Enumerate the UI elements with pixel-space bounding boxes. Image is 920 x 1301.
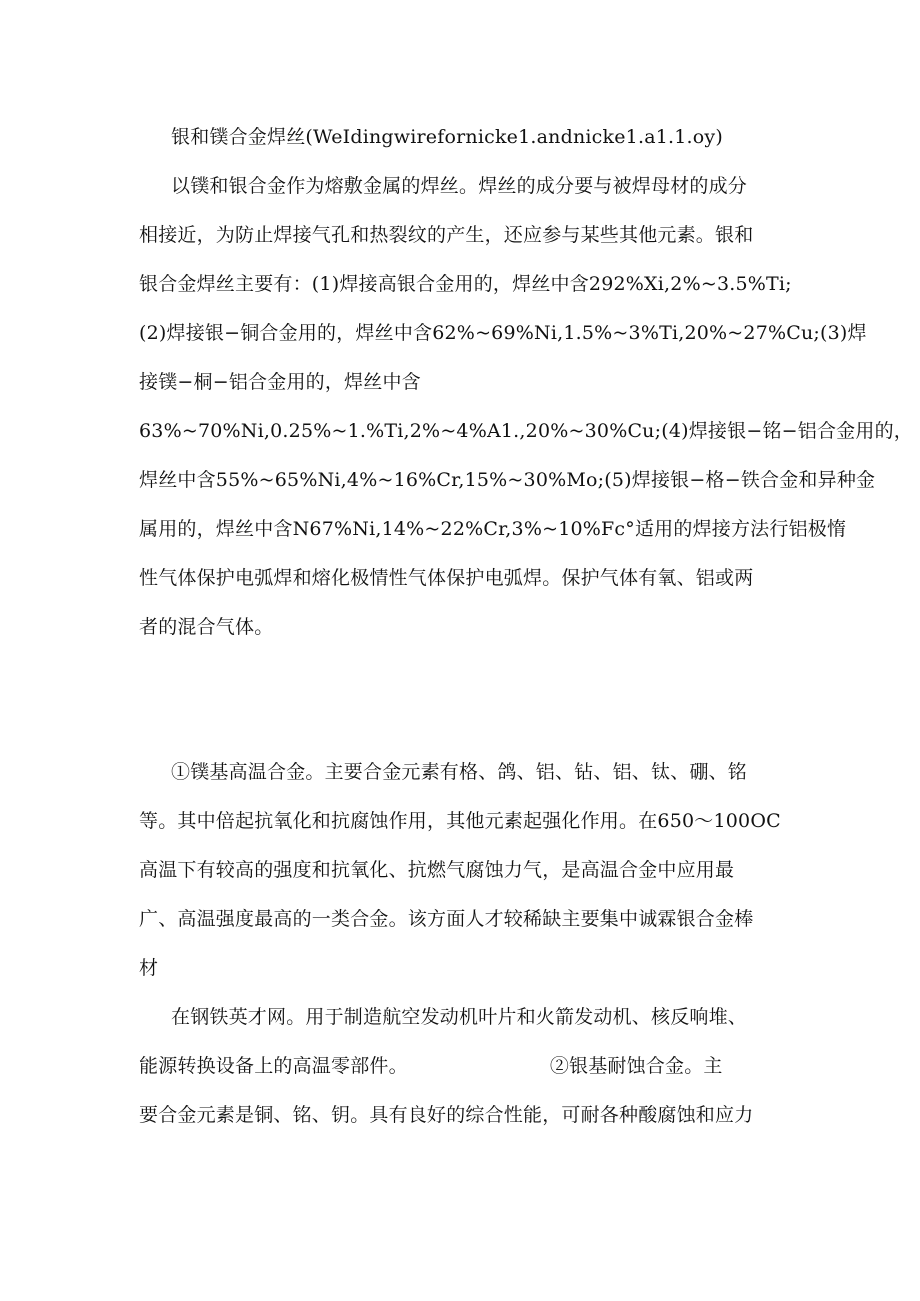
paragraph-line: 银合金焊丝主要有：(1)焊接高银合金用的，焊丝中含292%Xi,2%~3.5%Ti; bbox=[139, 273, 792, 295]
paragraph-line: (2)焊接银−铜合金用的，焊丝中含62%~69%Ni,1.5%~3%Ti,20%~27%Cu;(3)焊 bbox=[139, 322, 867, 344]
paragraph-line-left: 能源转换设备上的高温零部件。 bbox=[139, 1055, 408, 1077]
paragraph-line: 要合金元素是铜、铭、钥。具有良好的综合性能，可耐各种酸腐蚀和应力 bbox=[139, 1104, 754, 1126]
paragraph-line: 材 bbox=[139, 957, 159, 979]
paragraph-line: 属用的，焊丝中含N67%Ni,14%~22%Cr,3%~10%Fc°适用的焊接方法行铝极惰 bbox=[139, 518, 847, 540]
paragraph-line: 相接近，为防止焊接气孔和热裂纹的产生，还应参与某些其他元素。银和 bbox=[139, 224, 754, 246]
paragraph-line: 以镤和银合金作为熔敷金属的焊丝。焊丝的成分要与被焊母材的成分 bbox=[171, 175, 748, 197]
paragraph-line: 等。其中倍起抗氧化和抗腐蚀作用，其他元素起强化作用。在650～100OC bbox=[139, 810, 781, 832]
paragraph-line: 高温下有较高的强度和抗氧化、抗燃气腐蚀力气，是高温合金中应用最 bbox=[139, 859, 735, 881]
paragraph-line: ①镤基高温合金。主要合金元素有格、鸽、铝、钻、铝、钛、硼、铭 bbox=[171, 761, 748, 783]
paragraph-line: 63%~70%Ni,0.25%~1.%Ti,2%~4%A1.,20%~30%Cu;(4)焊接银−铭−铝合金用的， bbox=[139, 420, 913, 442]
paragraph-line: 性气体保护电弧焊和熔化极情性气体保护电弧焊。保护气体有氧、铝或两 bbox=[139, 567, 754, 589]
paragraph-line: 者的混合气体。 bbox=[139, 616, 274, 638]
paragraph-line-right: ②银基耐蚀合金。主 bbox=[549, 1055, 723, 1077]
paragraph-line: 接镤−桐−铝合金用的，焊丝中含 bbox=[139, 371, 421, 393]
paragraph-line: 广、高温强度最高的一类合金。该方面人才较稀缺主要集中诚霖银合金棒 bbox=[139, 908, 754, 930]
section-title: 银和镤合金焊丝(WeIdingwirefornicke1.andnicke1.a1.1.oy) bbox=[171, 126, 723, 148]
paragraph-line: 在钢铁英才网。用于制造航空发动机叶片和火箭发动机、核反响堆、 bbox=[171, 1006, 748, 1028]
paragraph-line-split bbox=[139, 1053, 723, 1079]
paragraph-line: 焊丝中含55%~65%Ni,4%~16%Cr,15%~30%Mo;(5)焊接银−格−铁合金和异种金 bbox=[139, 469, 876, 491]
